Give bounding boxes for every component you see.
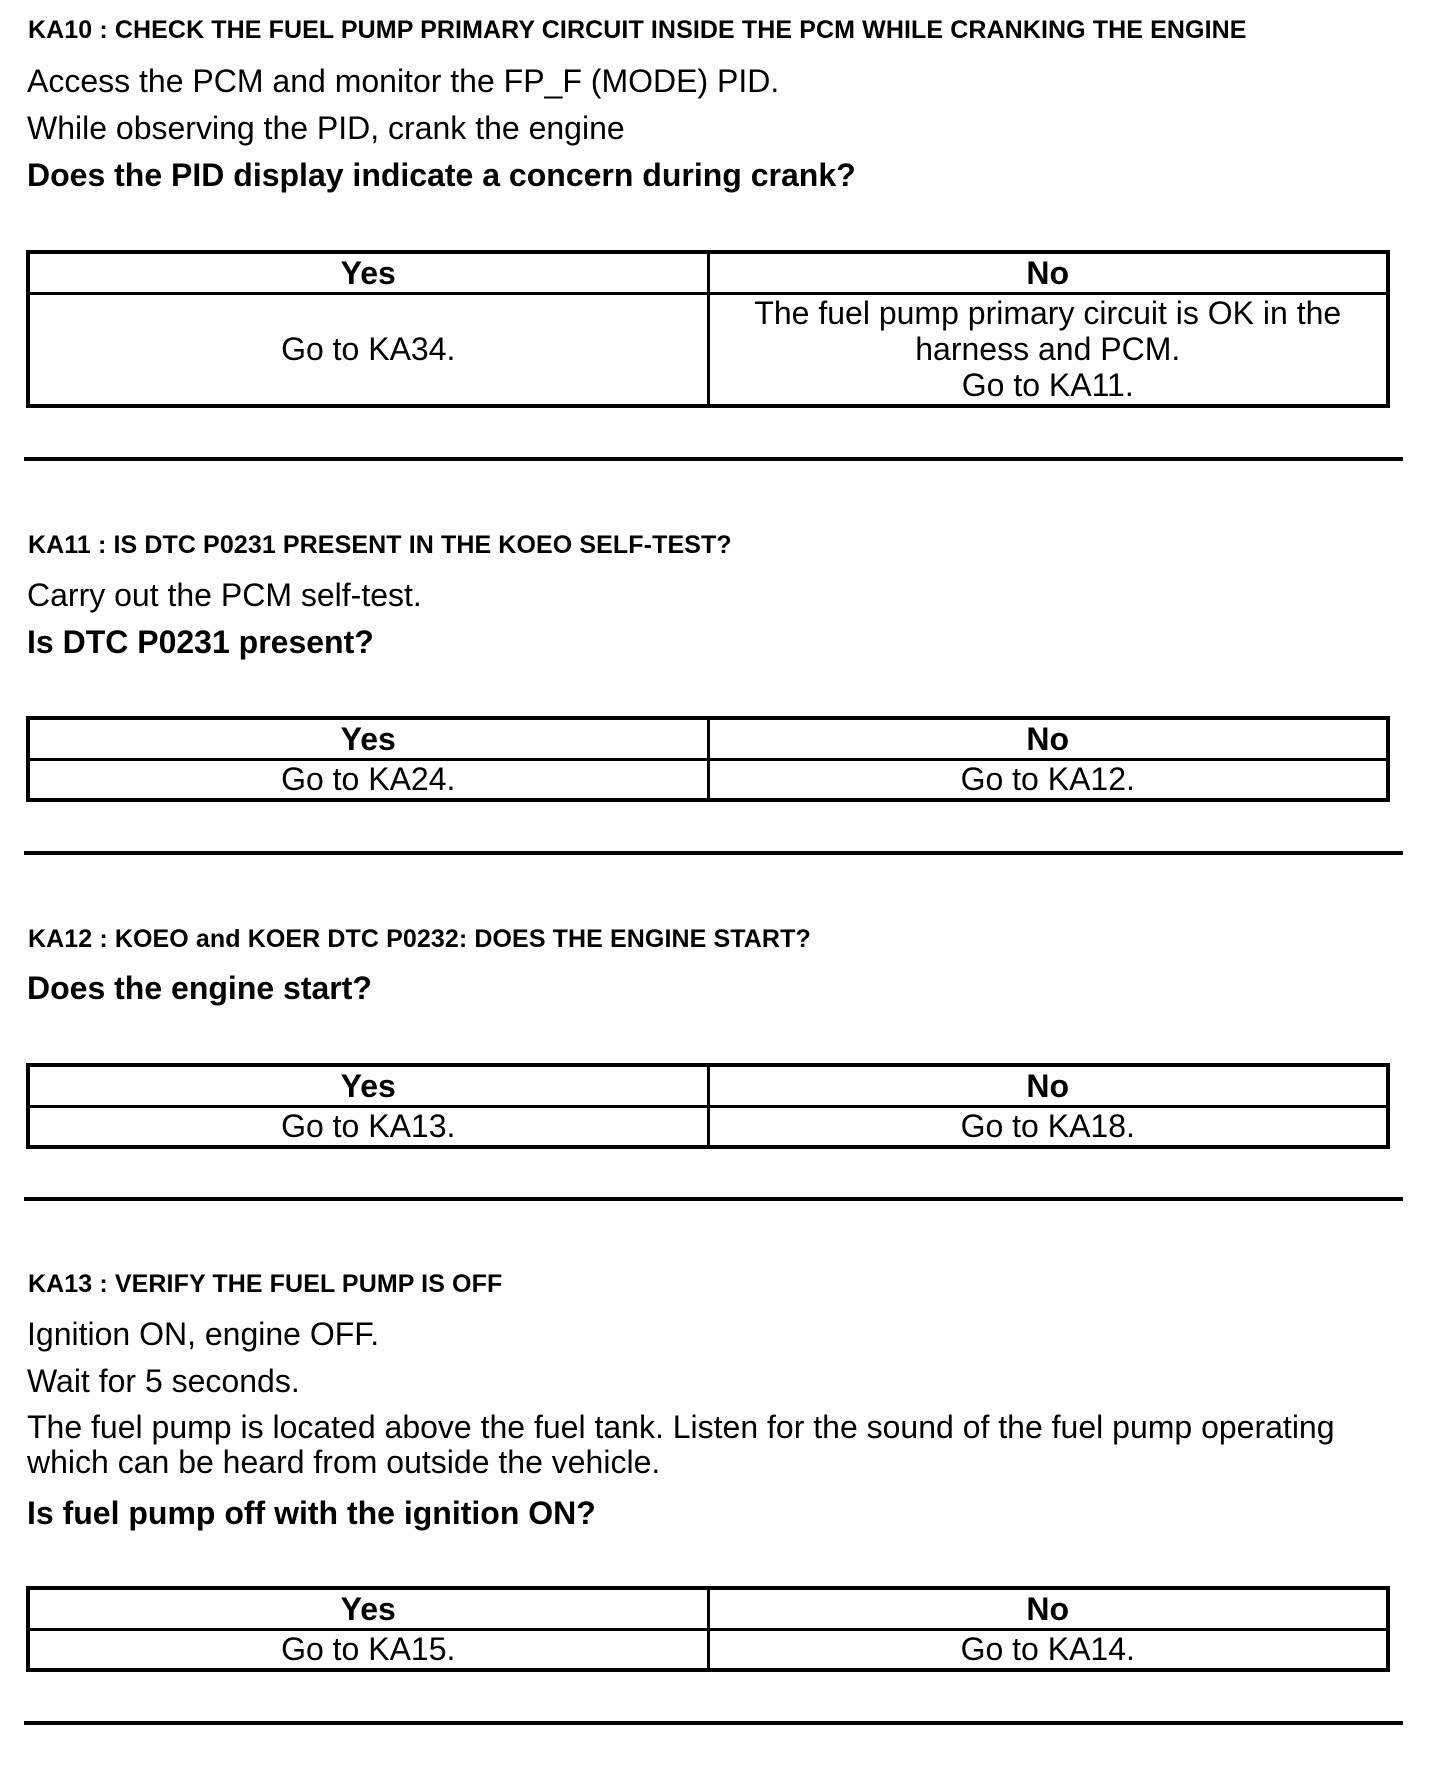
question-text: Does the engine start? — [27, 970, 372, 1006]
no-action — [708, 294, 1388, 406]
no-header: No — [708, 718, 1388, 760]
no-header: No — [708, 1065, 1388, 1107]
step-paragraph: The fuel pump is located above the fuel tank. Listen for the sound of the fuel pump operating which can be heard from outside the vehicle. — [27, 1409, 1335, 1480]
no-action: Go to KA18. — [708, 1107, 1388, 1147]
yes-header: Yes — [28, 252, 708, 294]
section-heading-ka10: KA10 : CHECK THE FUEL PUMP PRIMARY CIRCUIT INSIDE THE PCM WHILE CRANKING THE ENGINE — [28, 16, 1247, 44]
no-header: No — [708, 1588, 1388, 1630]
question-text: Is DTC P0231 present? — [27, 624, 374, 660]
no-action-line: Go to KA11. — [961, 367, 1134, 404]
answer-table-ka12 — [26, 1063, 1390, 1149]
question-text: Is fuel pump off with the ignition ON? — [27, 1495, 596, 1531]
yes-action: Go to KA34. — [28, 294, 708, 406]
answer-table-ka13 — [26, 1586, 1390, 1672]
step-text: Wait for 5 seconds. — [27, 1363, 300, 1399]
no-header: No — [708, 252, 1388, 294]
answer-table-ka10 — [26, 250, 1390, 408]
section-heading-ka13: KA13 : VERIFY THE FUEL PUMP IS OFF — [28, 1270, 503, 1298]
section-divider — [24, 1721, 1403, 1725]
answer-table-ka11 — [26, 716, 1390, 802]
yes-header: Yes — [28, 718, 708, 760]
step-text: Carry out the PCM self-test. — [27, 577, 422, 613]
yes-header: Yes — [28, 1588, 708, 1630]
no-action-line: The fuel pump primary circuit is OK in the — [754, 295, 1342, 332]
no-action: Go to KA12. — [708, 760, 1388, 800]
step-text: While observing the PID, crank the engine — [27, 110, 625, 146]
yes-action: Go to KA13. — [28, 1107, 708, 1147]
question-text: Does the PID display indicate a concern during crank? — [27, 157, 856, 193]
step-text: Access the PCM and monitor the FP_F (MODE) PID. — [27, 63, 780, 99]
yes-header: Yes — [28, 1065, 708, 1107]
section-heading-ka11: KA11 : IS DTC P0231 PRESENT IN THE KOEO SELF-TEST? — [28, 531, 732, 559]
no-action-line: harness and PCM. — [915, 331, 1181, 368]
yes-action: Go to KA24. — [28, 760, 708, 800]
section-divider — [24, 457, 1403, 461]
no-action: Go to KA14. — [708, 1630, 1388, 1670]
section-heading-ka12: KA12 : KOEO and KOER DTC P0232: DOES THE ENGINE START? — [28, 925, 811, 953]
yes-action: Go to KA15. — [28, 1630, 708, 1670]
section-divider — [24, 1197, 1403, 1201]
step-text: Ignition ON, engine OFF. — [27, 1316, 380, 1352]
section-divider — [24, 851, 1403, 855]
